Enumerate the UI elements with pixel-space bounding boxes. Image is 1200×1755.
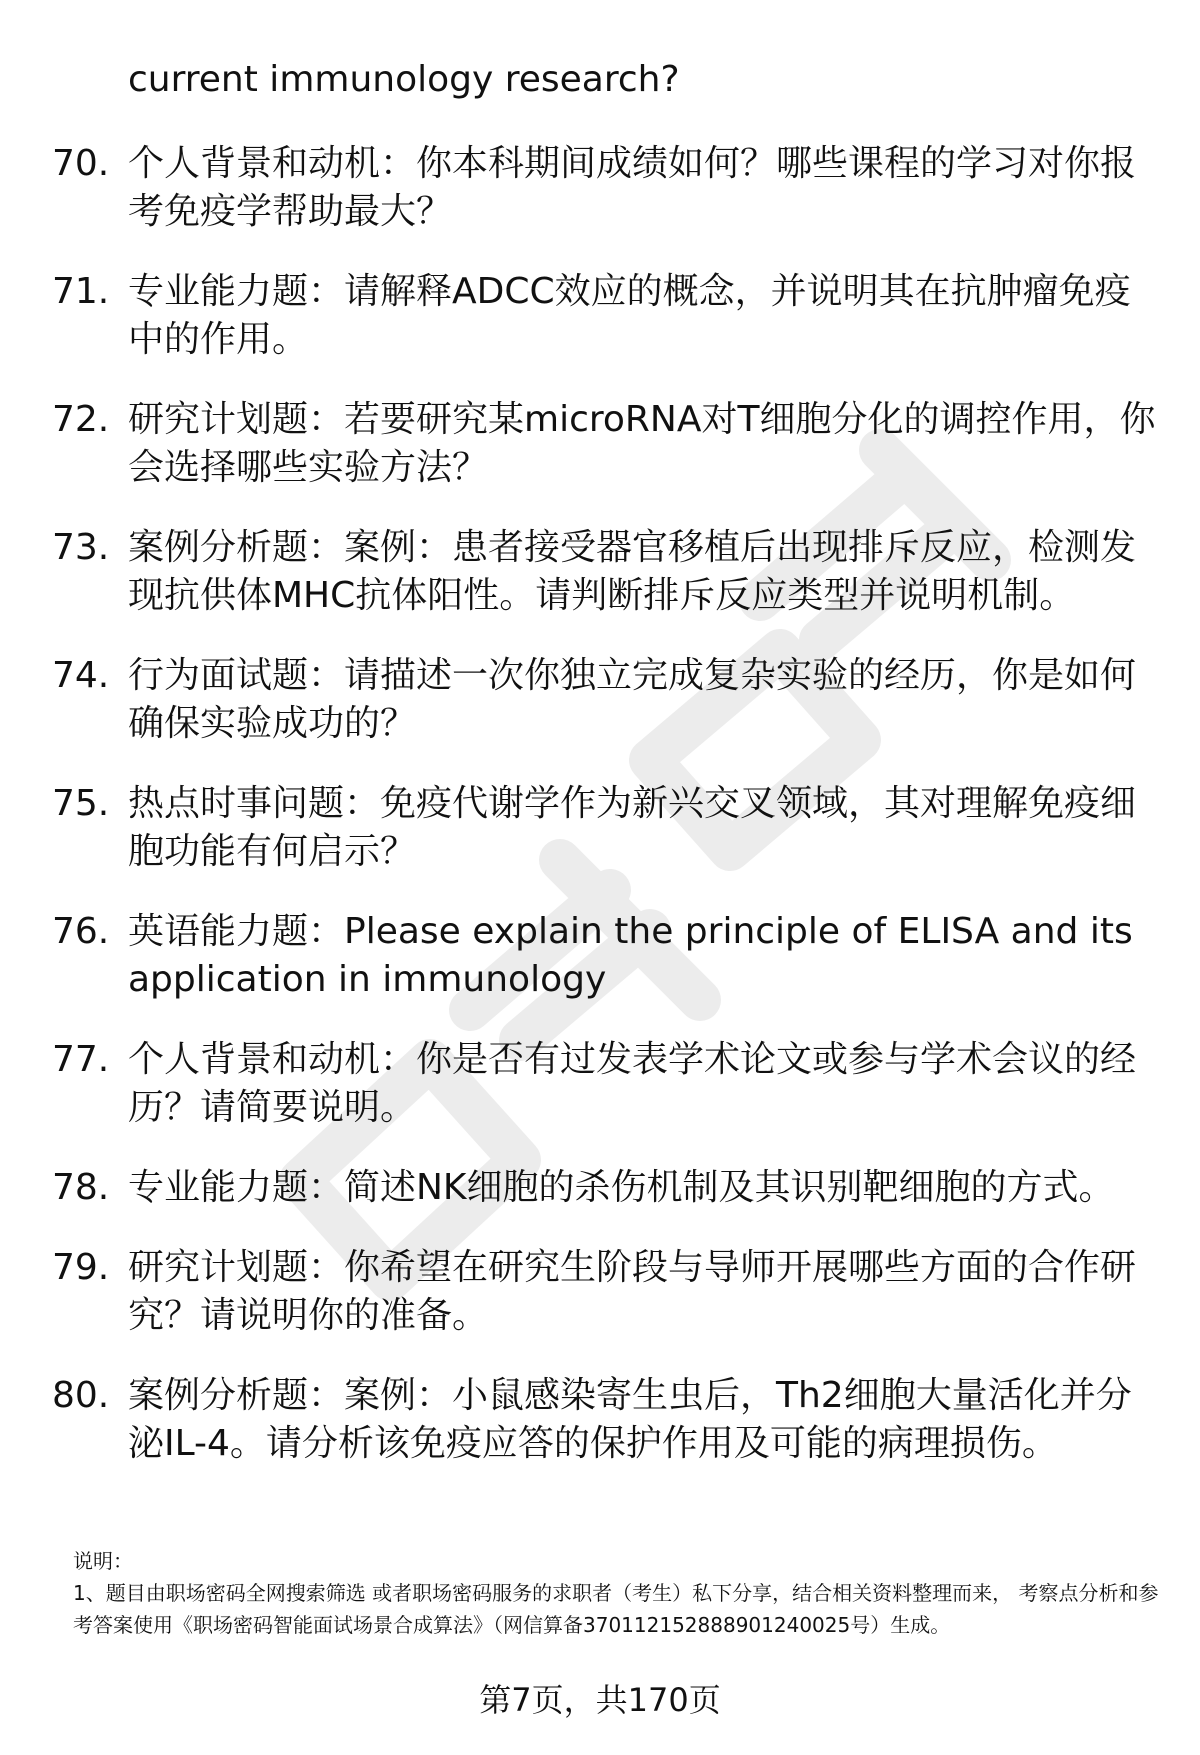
notes-section [73, 1545, 1163, 1641]
question-number: 72. [52, 399, 110, 440]
page-number-footer: 第7页，共170页 [479, 1681, 721, 1719]
question-item [0, 396, 1200, 492]
question-number: 70. [52, 143, 110, 184]
question-text: 案例分析题：案例：小鼠感染寄生虫后，Th2细胞大量活化并分泌IL-4。请分析该免疫应答的保护作用及可能的病理损伤。 [128, 1375, 1132, 1464]
question-item [0, 780, 1200, 876]
question-text: 个人背景和动机：你本科期间成绩如何？哪些课程的学习对你报考免疫学帮助最大？ [128, 143, 1137, 232]
question-text: 案例分析题：案例：患者接受器官移植后出现排斥反应，检测发现抗供体MHC抗体阳性。请判断排斥反应类型并说明机制。 [128, 527, 1137, 616]
question-item [0, 524, 1200, 620]
question-continuation-text: current immunology research? [128, 59, 680, 100]
question-number: 79. [52, 1247, 110, 1288]
question-list [0, 140, 1200, 1500]
question-text: 个人背景和动机：你是否有过发表学术论文或参与学术会议的经历？请简要说明。 [128, 1039, 1137, 1128]
question-item [0, 268, 1200, 364]
question-number: 78. [52, 1167, 110, 1208]
question-number: 77. [52, 1039, 110, 1080]
question-item [0, 1036, 1200, 1132]
question-number: 71. [52, 271, 110, 312]
question-text: 研究计划题：若要研究某microRNA对T细胞分化的调控作用，你会选择哪些实验方法？ [128, 399, 1156, 488]
question-number: 75. [52, 783, 110, 824]
question-text: 研究计划题：你希望在研究生阶段与导师开展哪些方面的合作研究？请说明你的准备。 [128, 1247, 1137, 1336]
notes-body: 1、题目由职场密码全网搜索筛选 或者职场密码服务的求职者（考生）私下分享，结合相关资料整理而来， 考察点分析和参考答案使用《职场密码智能面试场景合成算法》（网信算备370112152888901240025号）生成。 [73, 1581, 1159, 1637]
question-text: 热点时事问题：免疫代谢学作为新兴交叉领域，其对理解免疫细胞功能有何启示？ [128, 783, 1137, 872]
question-item [0, 652, 1200, 748]
question-number: 74. [52, 655, 110, 696]
question-number: 76. [52, 911, 110, 952]
question-text: 英语能力题：Please explain the principle of ELISA and its application in immunology [128, 911, 1133, 1000]
question-text: 专业能力题：简述NK细胞的杀伤机制及其识别靶细胞的方式。 [128, 1167, 1115, 1208]
question-text: 专业能力题：请解释ADCC效应的概念，并说明其在抗肿瘤免疫中的作用。 [128, 271, 1131, 360]
notes-heading: 说明： [73, 1549, 133, 1573]
question-item [0, 908, 1200, 1004]
question-item [0, 140, 1200, 236]
question-number: 73. [52, 527, 110, 568]
question-item [0, 1372, 1200, 1468]
question-text: 行为面试题：请描述一次你独立完成复杂实验的经历，你是如何确保实验成功的？ [128, 655, 1137, 744]
question-item [0, 1164, 1200, 1212]
question-item [0, 1244, 1200, 1340]
question-number: 80. [52, 1375, 110, 1416]
